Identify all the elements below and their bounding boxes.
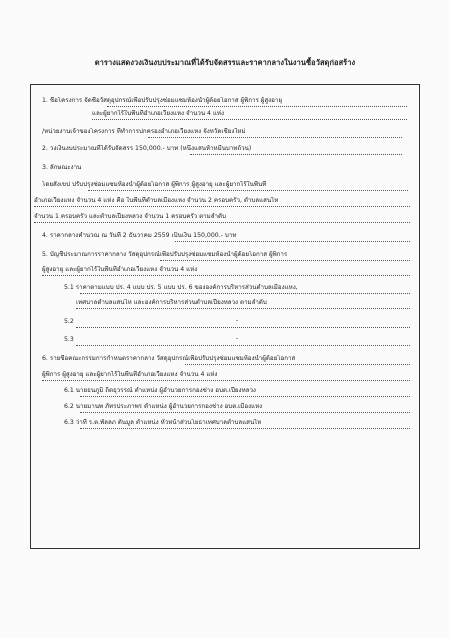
committee-member-3: 6.3 ว่าที่ ร.ต.พัลลภ ตันมูล ตำแหน่ง หัวหน้าส่วนโยธาเทศบาลตำบลแสนไห xyxy=(64,419,262,426)
dotted-line xyxy=(34,206,410,207)
item-3-summary: โดยสังเขป ปรับปรุงซ่อมแซมห้องน้ำผู้ด้อยโอกาส ผู้พิการ ผู้สูงอายุ และผู้ยากไร้ในพื้นที่ xyxy=(42,181,267,188)
dotted-line xyxy=(190,154,402,155)
item-2-budget: 2. วงเงินงบประมาณที่ได้รับจัดสรร 150,000.- บาท (หนึ่งแสนห้าหมื่นบาทถ้วน) xyxy=(42,145,252,152)
dotted-line xyxy=(80,412,410,413)
item-5-3-value: - xyxy=(236,335,239,342)
dotted-line xyxy=(42,380,410,381)
item-4-reference-price: 4. ราคากลางคำนวณ ณ วันที่ 2 ธันวาคม 2559 เป็นเงิน 150,000.- บาท xyxy=(42,232,237,239)
item-5-1: 5.1 ราคาตามแบบ ปร. 4 แบบ ปร. 5 แบบ ปร. 6 ขององค์การบริหารส่วนตำบลเมืองแหง, xyxy=(64,284,298,291)
item-5-2-label: 5.2 xyxy=(64,318,74,325)
dotted-line xyxy=(80,293,410,294)
dotted-line xyxy=(76,327,410,328)
item-3-summary-cont-1: อำเภอเวียงแหง จำนวน 4 แห่ง คือ ในพื้นที่ตำบลเมืองแหง จำนวน 2 ครอบครัว, ตำบลแสนไห xyxy=(34,197,279,204)
item-5-estimate-list-cont: ผู้สูงอายุ และผู้ยากไร้ในพื้นที่อำเภอเวียงแหง จำนวน 4 แห่ง xyxy=(42,266,198,273)
item-1-project-name-cont: และผู้ยากไร้ในพื้นที่อำเภอเวียงแหง จำนวน 4 แห่ง xyxy=(92,110,225,117)
dotted-line xyxy=(92,119,407,120)
dotted-line xyxy=(42,275,410,276)
dotted-line xyxy=(76,308,410,309)
dotted-line xyxy=(34,222,410,223)
committee-member-1: 6.1 นายธนภูมิ ถิตธุวรรณ์ ตำแหน่ง ผู้อำนวยการกองช่าง อบต.เปียงหลวง xyxy=(64,387,256,394)
dotted-line xyxy=(160,260,410,261)
dotted-line xyxy=(76,345,410,346)
item-1-agency: /หน่วยงานเจ้าของโครงการ ที่ทำการปกครองอำเภอเวียงแหง จังหวัดเชียงใหม่ xyxy=(42,128,246,135)
committee-member-2: 6.2 นายมานพ ภัทรประภาพร ตำแหน่ง ผู้อำนวยการกองช่าง อบต.เมืองแหง xyxy=(64,403,263,410)
document-title: ตารางแสดงวงเงินงบประมาณที่ได้รับจัดสรรและราคากลางในงานซื้อวัสดุก่อสร้าง xyxy=(94,58,356,67)
item-6-committee-cont: ผู้พิการ ผู้สูงอายุ และผู้ยากไร้ในพื้นที่อำเภอเวียงแหง จำนวน 4 แห่ง xyxy=(42,371,218,378)
dotted-line xyxy=(175,241,410,242)
item-6-committee: 6. รายชื่อคณะกรรมการกำหนดราคากลาง วัสดุอุปกรณ์เพื่อปรับปรุงซ่อมแซมห้องน้ำผู้ด้อยโอกาส xyxy=(42,355,296,362)
dotted-line xyxy=(107,106,407,107)
item-5-estimate-list: 5. บัญชีประมาณการราคากลาง วัสดุอุปกรณ์เพื่อปรับปรุงซ่อมแซมห้องน้ำผู้ด้อยโอกาส ผู้พิการ xyxy=(42,251,288,258)
item-3-work-type: 3. ลักษณะงาน xyxy=(42,164,82,171)
dotted-line xyxy=(80,396,410,397)
dotted-line xyxy=(148,137,402,138)
item-5-1-cont: เทศบาลตำบลแสนไห และองค์การบริหารส่วนตำบลเปียงหลวง ตามลำดับ xyxy=(76,299,267,306)
item-1-project-name: 1. ชื่อโครงการ จัดซื้อวัสดุอุปกรณ์เพื่อปรับปรุงซ่อมแซมห้องน้ำผู้ด้อยโอกาส ผู้พิการ ผู้สูงอายุ xyxy=(42,97,282,104)
dotted-line xyxy=(80,428,410,429)
dotted-line xyxy=(185,364,410,365)
item-5-2-value: - xyxy=(236,317,239,324)
item-3-summary-cont-2: จำนวน 1 ครอบครัว และตำบลเปียงหลวง จำนวน 1 ครอบครัว ตามลำดับ xyxy=(34,213,226,220)
dotted-line xyxy=(88,190,408,191)
item-5-3-label: 5.3 xyxy=(64,336,74,343)
